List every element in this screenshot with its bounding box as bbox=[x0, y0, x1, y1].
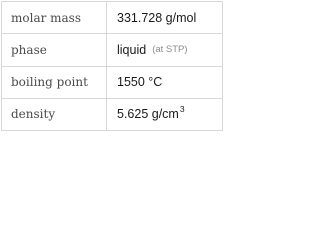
density-value: 5.625 g/cm bbox=[117, 107, 179, 122]
table-row-phase bbox=[2, 33, 222, 65]
property-name-phase: phase bbox=[2, 34, 107, 65]
properties-table bbox=[1, 1, 223, 131]
density-unit-exponent: 3 bbox=[179, 104, 185, 115]
property-value-density bbox=[107, 99, 222, 130]
table-row-density bbox=[2, 98, 222, 130]
property-name-density: density bbox=[2, 99, 107, 130]
table-row-boiling-point bbox=[2, 66, 222, 98]
property-value-boiling-point bbox=[107, 67, 222, 98]
property-value-phase bbox=[107, 34, 222, 65]
phase-value: liquid bbox=[117, 42, 147, 57]
boiling-point-value: 1550 °C bbox=[117, 75, 163, 90]
table-row-molar-mass bbox=[2, 2, 222, 33]
property-name-boiling-point: boiling point bbox=[2, 67, 107, 98]
property-name-molar-mass: molar mass bbox=[2, 2, 107, 33]
phase-condition-note: (at STP) bbox=[152, 44, 188, 56]
property-value-molar-mass bbox=[107, 2, 222, 33]
molar-mass-value: 331.728 g/mol bbox=[117, 10, 197, 25]
